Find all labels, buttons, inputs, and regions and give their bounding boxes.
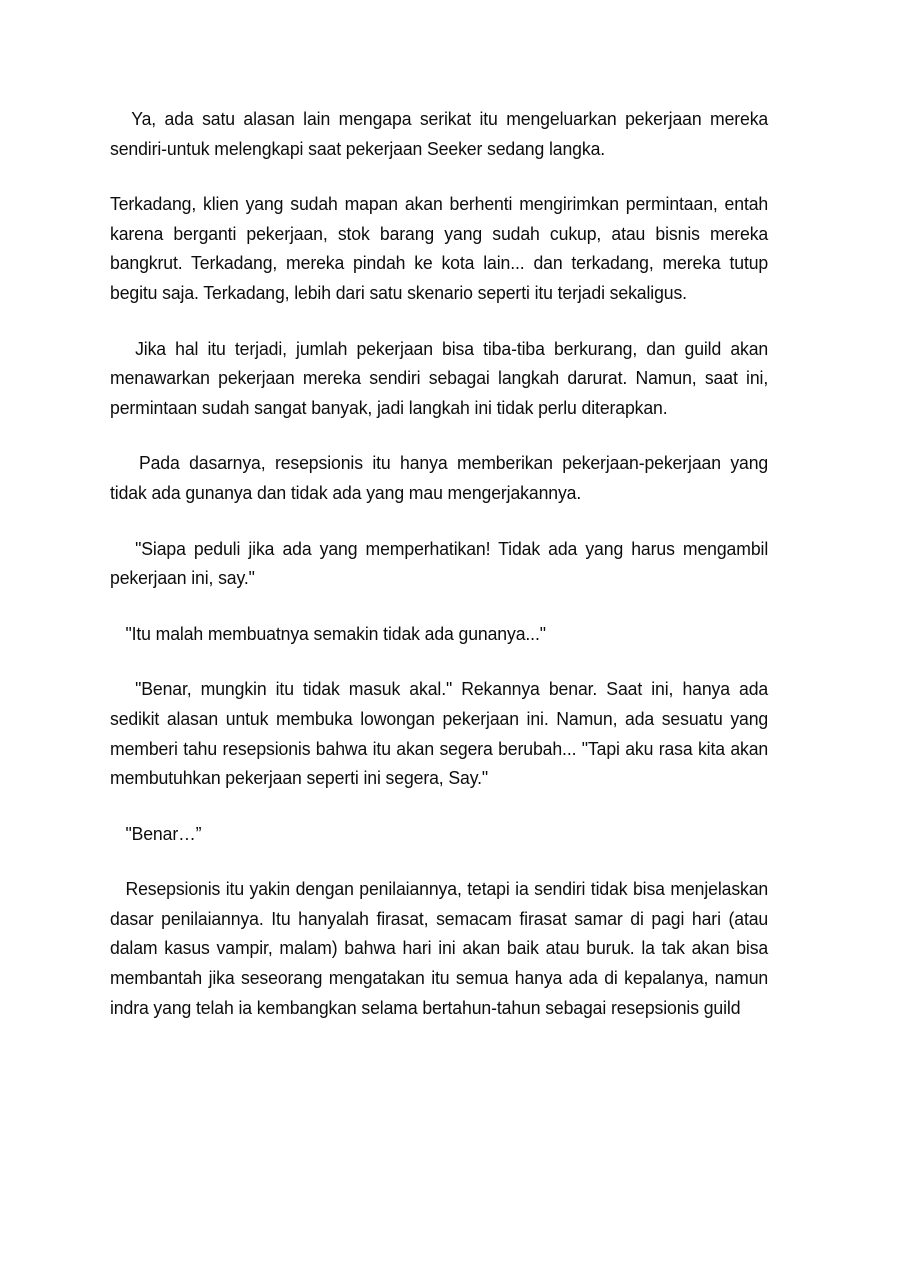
paragraph: "Siapa peduli jika ada yang memperhatikan! Tidak ada yang harus mengambil pekerjaan ini, say." [110, 537, 769, 589]
paragraph: "Benar, mungkin itu tidak masuk akal." Rekannya benar. Saat ini, hanya ada sedikit alasan untuk membuka lowongan pekerjaan ini. Namun, ada sesuatu yang memberi tahu resepsionis bahwa itu akan segera berubah... "Tapi aku rasa kita akan membutuhkan pekerjaan seperti ini segera, Say." [110, 678, 769, 789]
paragraph: Jika hal itu terjadi, jumlah pekerjaan bisa tiba-tiba berkurang, dan guild akan menawarkan pekerjaan mereka sendiri sebagai langkah darurat. Namun, saat ini, permintaan sudah sangat banyak, jadi langkah ini tidak perlu diterapkan. [110, 337, 769, 418]
paragraph: "Itu malah membuatnya semakin tidak ada gunanya..." [125, 622, 546, 644]
paragraph: Ya, ada satu alasan lain mengapa serikat itu mengeluarkan pekerjaan mereka sendiri-untuk melengkapi saat pekerjaan Seeker sedang langka. [110, 108, 769, 159]
paragraph: Terkadang, klien yang sudah mapan akan berhenti mengirimkan permintaan, entah karena berganti pekerjaan, stok barang yang sudah cukup, atau bisnis mereka bangkrut. Terkadang, mereka pindah ke kota lain... dan terkadang, mereka tutup begitu saja. Terkadang, lebih dari satu skenario seperti itu terjadi sekaligus. [110, 193, 769, 303]
paragraph: "Benar…” [125, 822, 202, 844]
paragraph: Resepsionis itu yakin dengan penilaiannya, tetapi ia sendiri tidak bisa menjelaskan dasar penilaiannya. Itu hanyalah firasat, semacam firasat samar di pagi hari (atau dalam kasus vampir, malam) bahwa hari ini akan baik atau buruk. la tak akan bisa membantah jika seseorang mengatakan itu semua hanya ada di kepalanya, namun indra yang telah ia kembangkan selama bertahun-tahun sebagai resepsionis guild [110, 878, 769, 1018]
text-column [110, 104, 792, 1022]
paragraph: Pada dasarnya, resepsionis itu hanya memberikan pekerjaan-pekerjaan yang tidak ada gunanya dan tidak ada yang mau mengerjakannya. [110, 452, 769, 503]
